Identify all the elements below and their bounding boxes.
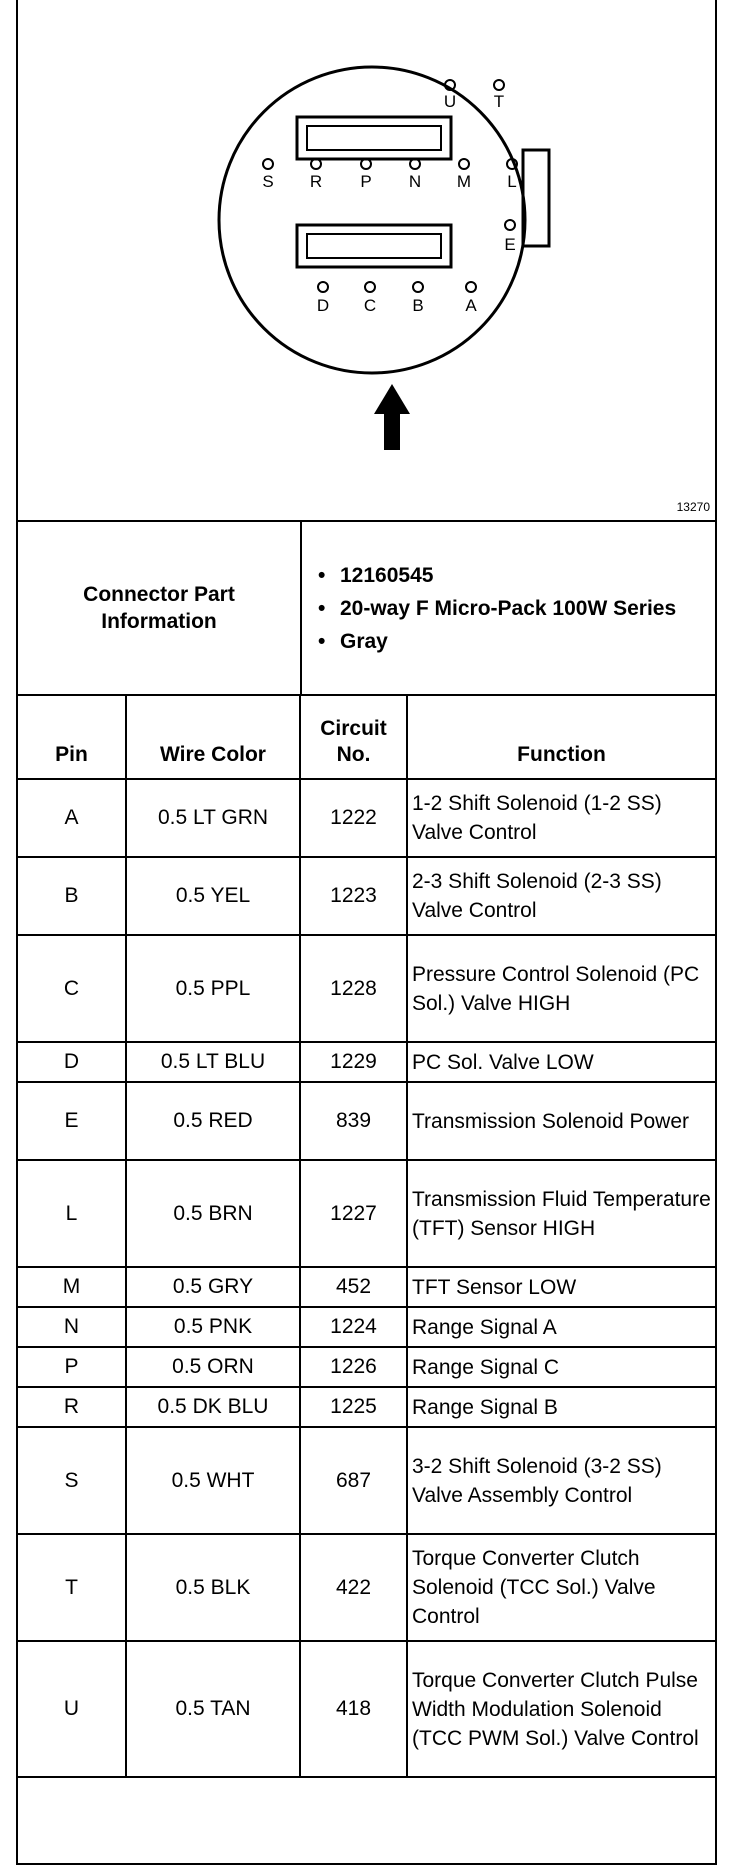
pin-label-m: M — [456, 172, 472, 191]
header-circuit: Circuit No. — [300, 695, 407, 779]
cell-circuit: 1222 — [300, 779, 407, 857]
cell-wire-color: 0.5 PPL — [126, 935, 300, 1042]
pin-label-e: E — [504, 235, 516, 254]
table-row — [18, 779, 715, 857]
table-row — [18, 1267, 715, 1307]
cell-wire-color: 0.5 DK BLU — [126, 1387, 300, 1427]
cell-pin: R — [18, 1387, 126, 1427]
up-arrow-icon — [374, 384, 410, 450]
pin-t — [494, 80, 504, 90]
cell-pin: U — [18, 1641, 126, 1777]
cell-function: PC Sol. Valve LOW — [407, 1042, 715, 1082]
connector-outline — [219, 67, 525, 373]
pin-label-u: U — [443, 92, 457, 111]
cell-circuit: 422 — [300, 1534, 407, 1641]
table-row — [18, 935, 715, 1042]
table-row — [18, 1042, 715, 1082]
connector-info-item: • Gray — [318, 629, 388, 653]
connector-info-item: • 20-way F Micro-Pack 100W Series — [318, 596, 677, 620]
cell-function: Range Signal C — [407, 1347, 715, 1387]
figure-id: 13270 — [676, 500, 710, 514]
cell-function: Pressure Control Solenoid (PC Sol.) Valve HIGH — [407, 935, 715, 1042]
table-row — [18, 857, 715, 935]
cell-wire-color: 0.5 YEL — [126, 857, 300, 935]
pin-label-b: B — [412, 296, 424, 315]
table-row — [18, 1427, 715, 1534]
pin-table — [18, 694, 715, 1778]
cell-circuit: 839 — [300, 1082, 407, 1160]
pin-label-c: C — [363, 296, 377, 315]
pin-label-t: T — [493, 92, 505, 111]
cell-pin: P — [18, 1347, 126, 1387]
connector-info-title-line1: Connector Part — [83, 583, 235, 606]
connector-face-drawing — [18, 0, 715, 520]
cell-function: 2-3 Shift Solenoid (2-3 SS) Valve Control — [407, 857, 715, 935]
table-row — [18, 1160, 715, 1267]
cell-wire-color: 0.5 BRN — [126, 1160, 300, 1267]
cell-wire-color: 0.5 LT GRN — [126, 779, 300, 857]
cell-function: 1-2 Shift Solenoid (1-2 SS) Valve Control — [407, 779, 715, 857]
header-wire-color: Wire Color — [126, 695, 300, 779]
connector-info-list-cell — [301, 522, 715, 694]
table-row — [18, 1534, 715, 1641]
cell-wire-color: 0.5 BLK — [126, 1534, 300, 1641]
pin-s — [263, 159, 273, 169]
connector-info-list — [302, 550, 715, 667]
header-pin: Pin — [18, 695, 126, 779]
cell-wire-color: 0.5 ORN — [126, 1347, 300, 1387]
cell-circuit: 1227 — [300, 1160, 407, 1267]
cell-circuit: 452 — [300, 1267, 407, 1307]
cell-wire-color: 0.5 LT BLU — [126, 1042, 300, 1082]
table-row — [18, 1307, 715, 1347]
pin-d — [318, 282, 328, 292]
cell-pin: T — [18, 1534, 126, 1641]
cell-circuit: 1223 — [300, 857, 407, 935]
cell-wire-color: 0.5 RED — [126, 1082, 300, 1160]
cell-function: Transmission Solenoid Power — [407, 1082, 715, 1160]
cell-pin: M — [18, 1267, 126, 1307]
cell-wire-color: 0.5 PNK — [126, 1307, 300, 1347]
cell-function: Torque Converter Clutch Pulse Width Modulation Solenoid (TCC PWM Sol.) Valve Control — [407, 1641, 715, 1777]
pin-a — [466, 282, 476, 292]
cell-function: 3-2 Shift Solenoid (3-2 SS) Valve Assembly Control — [407, 1427, 715, 1534]
cell-wire-color: 0.5 GRY — [126, 1267, 300, 1307]
connector-info-title-line2: Information — [101, 610, 217, 633]
connector-info-title-cell — [18, 522, 301, 694]
cell-function: TFT Sensor LOW — [407, 1267, 715, 1307]
cell-circuit: 1228 — [300, 935, 407, 1042]
cell-circuit: 1225 — [300, 1387, 407, 1427]
cell-circuit: 1229 — [300, 1042, 407, 1082]
cell-circuit: 687 — [300, 1427, 407, 1534]
connector-sheet — [16, 0, 717, 1865]
latch-tab — [523, 150, 549, 246]
table-row — [18, 1082, 715, 1160]
cell-wire-color: 0.5 WHT — [126, 1427, 300, 1534]
connector-part-info — [18, 522, 715, 694]
connector-info-item: • 12160545 — [318, 563, 434, 587]
cell-pin: B — [18, 857, 126, 935]
pin-c — [365, 282, 375, 292]
table-row — [18, 1347, 715, 1387]
cell-pin: L — [18, 1160, 126, 1267]
header-function: Function — [407, 695, 715, 779]
connector-diagram — [18, 0, 715, 522]
cell-function: Transmission Fluid Temperature (TFT) Sensor HIGH — [407, 1160, 715, 1267]
pin-label-r: R — [309, 172, 323, 191]
cell-pin: C — [18, 935, 126, 1042]
cell-function: Range Signal B — [407, 1387, 715, 1427]
pin-m — [459, 159, 469, 169]
table-row — [18, 1387, 715, 1427]
cell-pin: N — [18, 1307, 126, 1347]
pin-label-a: A — [465, 296, 477, 315]
cell-circuit: 1226 — [300, 1347, 407, 1387]
pin-label-s: S — [262, 172, 274, 191]
pin-e — [505, 220, 515, 230]
pin-b — [413, 282, 423, 292]
table-row — [18, 1641, 715, 1777]
cell-pin: D — [18, 1042, 126, 1082]
pin-label-n: N — [408, 172, 422, 191]
cell-circuit: 418 — [300, 1641, 407, 1777]
cell-pin: A — [18, 779, 126, 857]
cell-function: Range Signal A — [407, 1307, 715, 1347]
pin-label-p: P — [360, 172, 372, 191]
pin-label-l: L — [507, 172, 517, 191]
pin-table-header-row — [18, 695, 715, 779]
cell-pin: E — [18, 1082, 126, 1160]
cell-pin: S — [18, 1427, 126, 1534]
cell-circuit: 1224 — [300, 1307, 407, 1347]
lower-cavity — [297, 225, 451, 267]
cell-wire-color: 0.5 TAN — [126, 1641, 300, 1777]
cell-function: Torque Converter Clutch Solenoid (TCC Sol.) Valve Control — [407, 1534, 715, 1641]
pin-label-d: D — [316, 296, 330, 315]
upper-cavity — [297, 117, 451, 159]
